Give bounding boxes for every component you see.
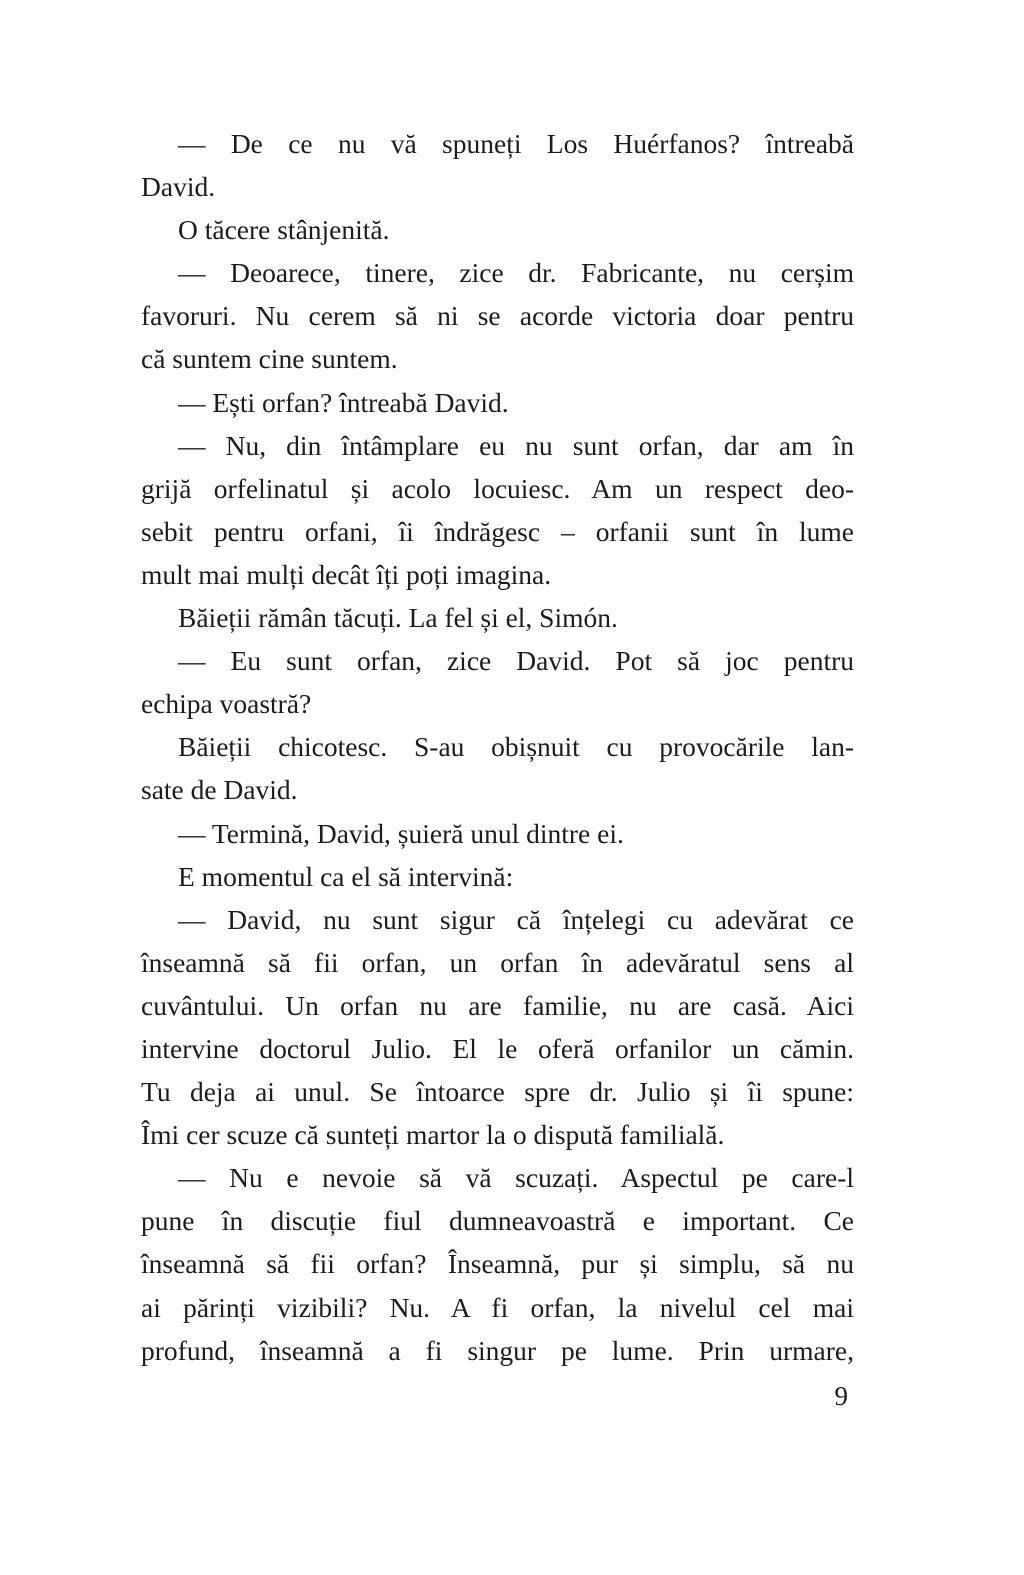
text-line: Îmi cer scuze că sunteți martor la o dispută familială. (141, 1119, 725, 1151)
text-line: — Termină, David, șuieră unul dintre ei. (178, 817, 624, 849)
text-line: mult mai mulți decât îți poți imagina. (141, 558, 552, 590)
text-line: Tu deja ai unul. Se întoarce spre dr. Julio și îi spune: (141, 1076, 854, 1108)
text-line: — Nu e nevoie să vă scuzați. Aspectul pe care-l (178, 1162, 854, 1194)
paragraph (141, 639, 854, 725)
text-line: Băieții rămân tăcuți. La fel și el, Simón. (178, 602, 618, 634)
paragraph (141, 381, 854, 424)
text-line: — Deoarece, tinere, zice dr. Fabricante, nu cerșim (178, 257, 854, 289)
text-line: — De ce nu vă spuneți Los Huérfanos? întreabă (178, 128, 854, 159)
paragraph (141, 1156, 854, 1371)
text-line: intervine doctorul Julio. El le oferă orfanilor un cămin. (141, 1032, 854, 1064)
text-line: profund, înseamnă a fi singur pe lume. Prin urmare, (141, 1334, 854, 1366)
text-line: — Eu sunt orfan, zice David. Pot să joc pentru (178, 645, 854, 677)
text-line: Băieții chicotesc. S-au obișnuit cu provocările lan- (178, 731, 854, 763)
text-line: sate de David. (141, 774, 298, 806)
paragraph (141, 122, 854, 208)
paragraph (141, 424, 854, 596)
text-line: echipa voastră? (141, 688, 312, 720)
paragraph (141, 812, 854, 855)
text-block (141, 122, 854, 1372)
text-line: — Ești orfan? întreabă David. (178, 386, 509, 418)
text-line: O tăcere stânjenită. (178, 214, 390, 246)
paragraph (141, 898, 854, 1157)
paragraph (141, 725, 854, 811)
text-line: pune în discuție fiul dumneavoastră e important. Ce (141, 1205, 854, 1237)
paragraph (141, 596, 854, 639)
text-line: grijă orfelinatul și acolo locuiesc. Am un respect deo- (141, 472, 854, 504)
text-line: David. (141, 171, 216, 203)
text-line: favoruri. Nu cerem să ni se acorde victoria doar pentru (141, 300, 854, 332)
text-line: cuvântului. Un orfan nu are familie, nu are casă. Aici (141, 989, 854, 1021)
page-number: 9 (834, 1381, 848, 1411)
paragraph (141, 251, 854, 380)
text-line: sebit pentru orfani, îi îndrăgesc – orfanii sunt în lume (141, 515, 854, 547)
paragraph (141, 208, 854, 251)
text-line: E momentul ca el să intervină: (178, 860, 514, 892)
text-line: ai părinți vizibili? Nu. A fi orfan, la nivelul cel mai (141, 1291, 854, 1323)
text-line: că suntem cine suntem. (141, 343, 398, 375)
text-line: — David, nu sunt sigur că înțelegi cu adevărat ce (178, 903, 854, 935)
paragraph (141, 855, 854, 898)
text-line: înseamnă să fii orfan, un orfan în adevăratul sens al (141, 946, 854, 978)
text-line: — Nu, din întâmplare eu nu sunt orfan, dar am în (178, 429, 854, 461)
text-line: înseamnă să fii orfan? Înseamnă, pur și simplu, să nu (141, 1248, 854, 1280)
